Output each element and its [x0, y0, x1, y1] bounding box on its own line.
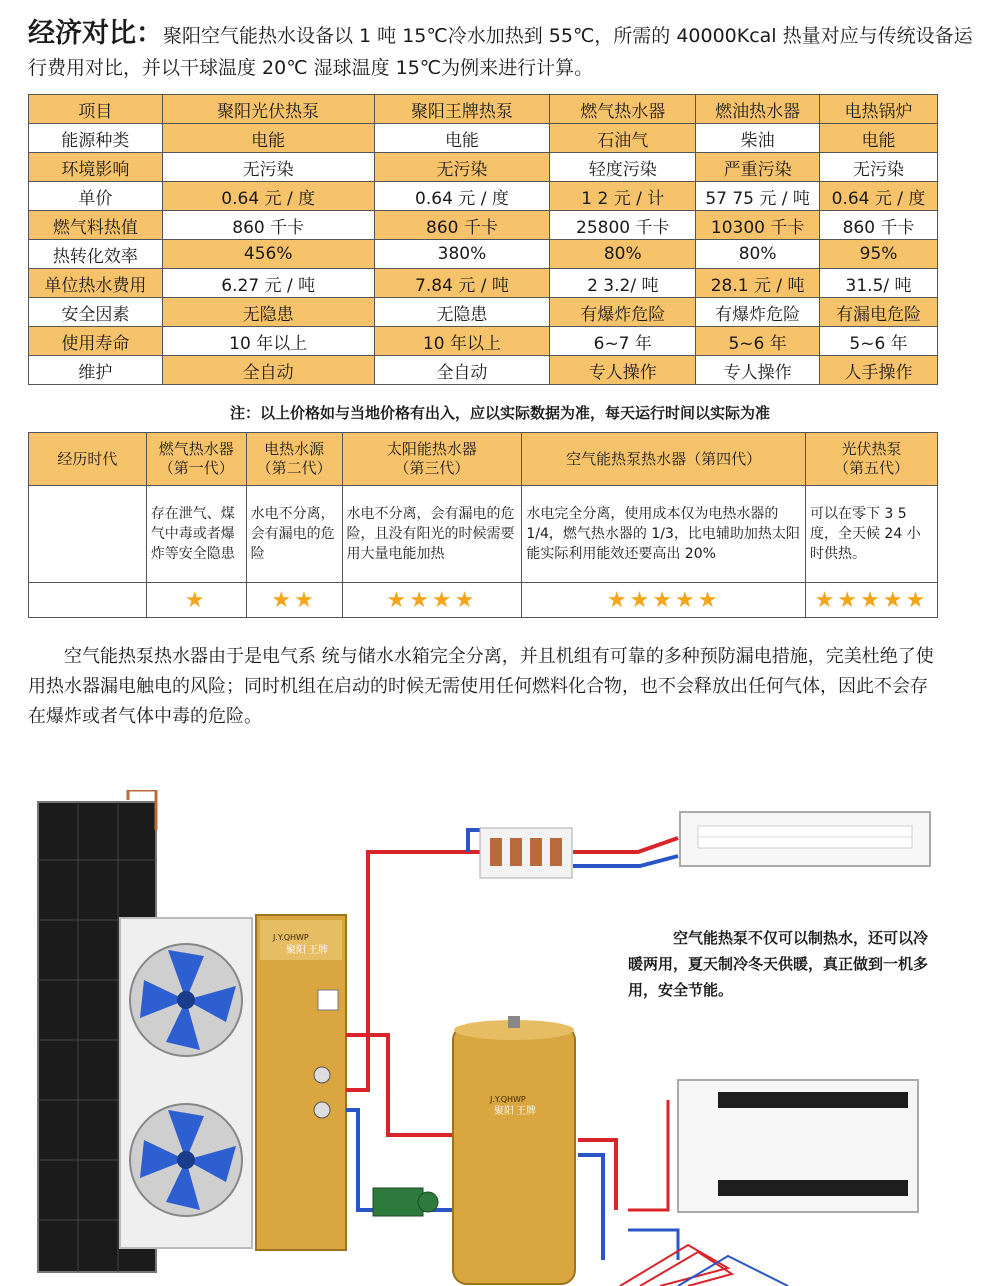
table-cell: 环境影响: [29, 153, 163, 182]
empty-cell: [29, 583, 147, 618]
era-header-line: 空气能热泵热水器（第四代）: [566, 449, 762, 468]
empty-cell: [29, 486, 147, 583]
table-cell: 95%: [820, 240, 938, 269]
era-header: [146, 433, 246, 486]
header-cell: 项目: [29, 95, 163, 124]
table-cell: 80%: [696, 240, 820, 269]
table-cell: 25800 千卡: [550, 211, 696, 240]
era-header-line: 燃气热水器: [158, 440, 234, 458]
table-cell: 单价: [29, 182, 163, 211]
table-cell: 380%: [374, 240, 550, 269]
table-cell: 石油气: [550, 124, 696, 153]
heat-pump-cabinet-icon: [256, 915, 346, 1250]
table-cell: 57 75 元 / 吨: [696, 182, 820, 211]
table-row: [29, 182, 938, 211]
table-cell: 80%: [550, 240, 696, 269]
table-row: [29, 269, 938, 298]
era-header-line: （第二代）: [256, 459, 332, 477]
water-tank-icon: [453, 1016, 575, 1284]
era-header: [342, 433, 522, 486]
table-cell: 10 年以上: [374, 327, 550, 356]
table-cell: 456%: [162, 240, 374, 269]
era-description: 可以在零下 3 5 度，全天候 24 小时供热。: [805, 486, 937, 583]
star-rating: ★★★★★: [805, 583, 937, 618]
table-cell: 28.1 元 / 吨: [696, 269, 820, 298]
table-cell: 860 千卡: [374, 211, 550, 240]
era-header-line: 光伏热泵: [841, 440, 902, 458]
star-rating: ★★: [246, 583, 342, 618]
era-description-row: [29, 486, 938, 583]
table-cell: 5~6 年: [820, 327, 938, 356]
table-cell: 维护: [29, 356, 163, 385]
header-cell: 聚阳王牌热泵: [374, 95, 550, 124]
era-header-line: （第三代）: [394, 459, 470, 477]
table-cell: 燃气料热值: [29, 211, 163, 240]
table-cell: 无污染: [374, 153, 550, 182]
floor-heating-icon: [620, 1245, 788, 1286]
table-cell: 单位热水费用: [29, 269, 163, 298]
era-header-line: 电热水源: [264, 440, 325, 458]
header-cell: 聚阳光伏热泵: [162, 95, 374, 124]
table-cell: 无隐患: [374, 298, 550, 327]
table-cell: 31.5/ 吨: [820, 269, 938, 298]
tank-brand-top: J.Y.QHWP: [490, 1095, 526, 1104]
era-header: [805, 433, 937, 486]
table-cell: 专人操作: [696, 356, 820, 385]
table-cell: 10300 千卡: [696, 211, 820, 240]
header-cell: 电热锅炉: [820, 95, 938, 124]
table-row: [29, 211, 938, 240]
system-illustration: [28, 790, 948, 1286]
table-cell: 能源种类: [29, 124, 163, 153]
table-cell: 全自动: [162, 356, 374, 385]
table-row: [29, 356, 938, 385]
table-cell: 2 3.2/ 吨: [550, 269, 696, 298]
table-cell: 使用寿命: [29, 327, 163, 356]
table-cell: 6~7 年: [550, 327, 696, 356]
table-cell: 860 千卡: [820, 211, 938, 240]
table-cell: 严重污染: [696, 153, 820, 182]
tank-brand-name: 聚阳: [494, 1106, 514, 1117]
table-cell: 无隐患: [162, 298, 374, 327]
table-cell: 6.27 元 / 吨: [162, 269, 374, 298]
header-cell: 燃气热水器: [550, 95, 696, 124]
era-header: [246, 433, 342, 486]
era-description: 水电不分离，会有漏电的危险: [246, 486, 342, 583]
table-cell: 电能: [820, 124, 938, 153]
table-cell: 0.64 元 / 度: [820, 182, 938, 211]
cabinet-brand-top: J.Y.QHWP: [273, 933, 309, 942]
table-row: [29, 240, 938, 269]
ceiling-ac-unit-icon: [680, 812, 930, 866]
table-cell: 人手操作: [820, 356, 938, 385]
table-cell: 无污染: [820, 153, 938, 182]
table-row: [29, 327, 938, 356]
table-cell: 电能: [374, 124, 550, 153]
table-cell: 电能: [162, 124, 374, 153]
table-cell: 860 千卡: [162, 211, 374, 240]
table-cell: 0.64 元 / 度: [374, 182, 550, 211]
era-description: 水电完全分离，使用成本仅为电热水器的 1/4，燃气热水器的 1/3，比电辅助加热太阳能实际利用能效还要高出 20%: [522, 486, 806, 583]
era-header-line: 太阳能热水器: [386, 440, 477, 458]
table-cell: 有爆炸危险: [696, 298, 820, 327]
table-cell: 无污染: [162, 153, 374, 182]
table-cell: 专人操作: [550, 356, 696, 385]
intro-text: 聚阳空气能热水设备以 1 吨 15℃冷水加热到 55℃，所需的 40000Kcal 热量对应与传统设备运行费用对比，并以干球温度 20℃ 湿球温度 15℃为例来进行计算。: [28, 25, 973, 79]
header-cell: 燃油热水器: [696, 95, 820, 124]
table-cell: 安全因素: [29, 298, 163, 327]
table-cell: 7.84 元 / 吨: [374, 269, 550, 298]
era-description: 存在泄气、煤气中毒或者爆炸等安全隐患: [146, 486, 246, 583]
cabinet-brand-name-2: 王牌: [308, 945, 328, 956]
era-rating-row: [29, 583, 938, 618]
table-cell: 有爆炸危险: [550, 298, 696, 327]
era-header-line: （第五代）: [833, 459, 909, 477]
intro-lead: 经济对比：: [28, 18, 163, 49]
scene-caption: 空气能热泵不仅可以制热水，还可以冷暖两用，夏天制冷冬天供暖，真正做到一机多用，安全节能。: [628, 929, 929, 999]
table-cell: 5~6 年: [696, 327, 820, 356]
table-cell: 全自动: [374, 356, 550, 385]
intro: [28, 18, 978, 84]
star-rating: ★: [146, 583, 246, 618]
era-table: [28, 432, 938, 618]
table-cell: 0.64 元 / 度: [162, 182, 374, 211]
table-cell: 1 2 元 / 计: [550, 182, 696, 211]
price-note: 注：以上价格如与当地价格有出入，应以实际数据为准，每天运行时间以实际为准: [229, 404, 770, 422]
era-corner: 经历时代: [29, 433, 147, 486]
era-description: 水电不分离，会有漏电的危险，且没有阳光的时候需要用大量电能加热: [342, 486, 522, 583]
table-row: [29, 124, 938, 153]
outdoor-unit-icon: [120, 918, 252, 1248]
era-header: [522, 433, 806, 486]
table-cell: 柴油: [696, 124, 820, 153]
era-header-row: [29, 433, 938, 486]
manifold-box-icon: [480, 828, 572, 878]
era-header-line: （第一代）: [158, 459, 234, 477]
table-header-row: [29, 95, 938, 124]
table-row: [29, 153, 938, 182]
table-row: [29, 298, 938, 327]
cabinet-brand-name: 聚阳: [286, 945, 306, 956]
star-rating: ★★★★: [342, 583, 522, 618]
table-cell: 10 年以上: [162, 327, 374, 356]
star-rating: ★★★★★: [522, 583, 806, 618]
cost-comparison-table: [28, 94, 938, 385]
table-cell: 有漏电危险: [820, 298, 938, 327]
table-cell: 轻度污染: [550, 153, 696, 182]
fan-coil-unit-icon: [678, 1080, 918, 1212]
table-cell: 热转化效率: [29, 240, 163, 269]
safety-paragraph: 空气能热泵热水器由于是电气系 统与储水水箱完全分离，并且机组有可靠的多种预防漏电措施，完美杜绝了使用热水器漏电触电的风险；同时机组在启动的时候无需使用任何燃料化合物，也不会释放出任何气体，因此不会存在爆炸或者气体中毒的危险。: [28, 646, 934, 727]
circulation-pump-icon: [373, 1188, 438, 1216]
tank-brand-name-2: 王牌: [516, 1106, 536, 1117]
